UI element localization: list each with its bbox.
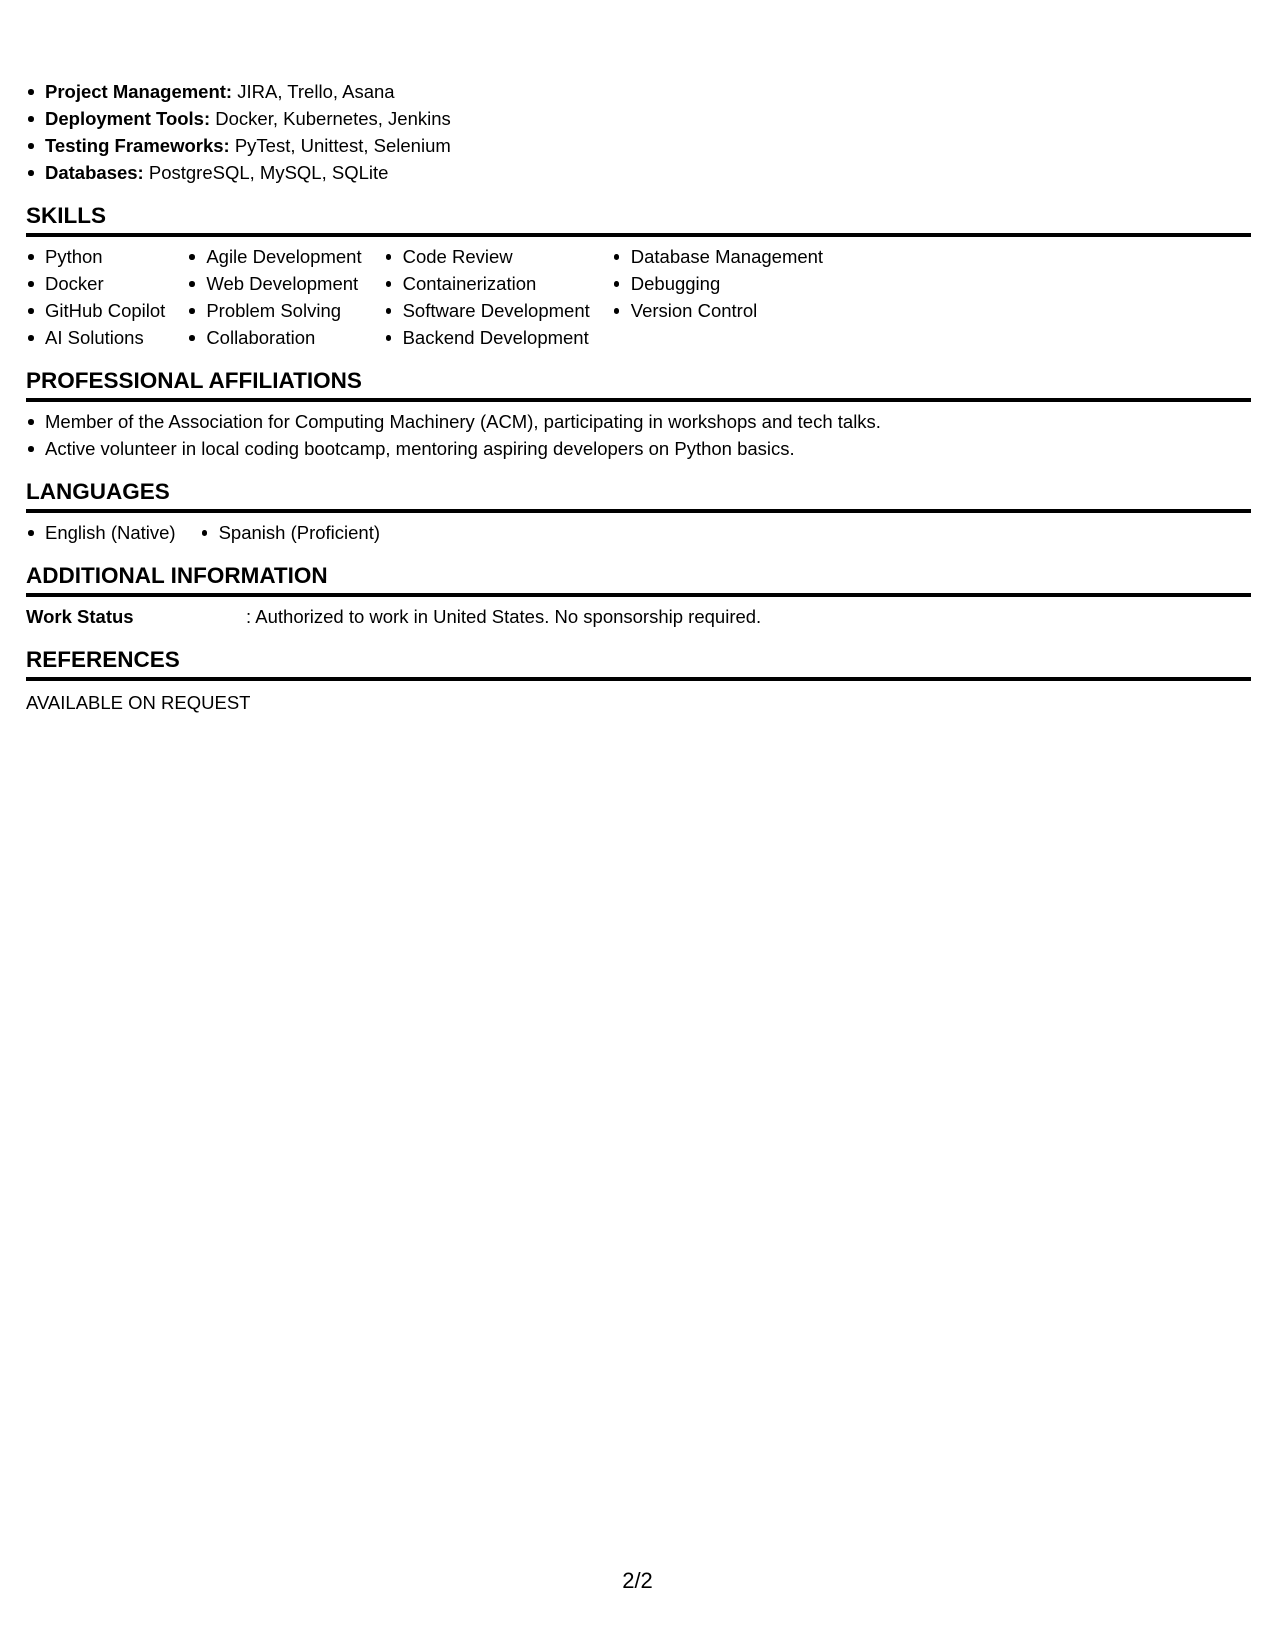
additional-info-section — [26, 562, 1251, 630]
tool-value: PostgreSQL, MySQL, SQLite — [143, 162, 389, 183]
tool-label: Databases: — [45, 162, 144, 183]
languages-section — [26, 478, 1251, 546]
skill-item: Database Management — [612, 243, 823, 270]
skill-item: Collaboration — [187, 324, 361, 351]
references-text: AVAILABLE ON REQUEST — [26, 692, 251, 713]
references-heading: REFERENCES — [26, 646, 1251, 681]
skill-item: Problem Solving — [187, 297, 361, 324]
languages-list — [26, 519, 1251, 546]
skill-item: Debugging — [612, 270, 823, 297]
tool-label: Project Management: — [45, 81, 233, 102]
affiliation-item: Active volunteer in local coding bootcamp, mentoring aspiring developers on Python basics. — [26, 435, 1251, 462]
languages-heading: LANGUAGES — [26, 478, 1251, 513]
tool-label: Deployment Tools: — [45, 108, 211, 129]
language-item: English (Native) — [26, 519, 176, 546]
skill-item: Code Review — [384, 243, 590, 270]
tool-value: JIRA, Trello, Asana — [232, 81, 395, 102]
skills-column — [612, 243, 823, 351]
skill-item: Web Development — [187, 270, 361, 297]
list-item — [26, 78, 1251, 105]
resume-page — [26, 78, 1251, 716]
tools-list — [26, 78, 1251, 186]
skills-column — [26, 243, 165, 351]
skills-heading: SKILLS — [26, 202, 1251, 237]
affiliations-heading: PROFESSIONAL AFFILIATIONS — [26, 367, 1251, 402]
skills-column — [187, 243, 361, 351]
skills-grid — [26, 243, 1251, 351]
tool-label: Testing Frameworks: — [45, 135, 230, 156]
language-item: Spanish (Proficient) — [200, 519, 380, 546]
skill-item: Python — [26, 243, 165, 270]
affiliations-list — [26, 408, 1251, 462]
references-section — [26, 646, 1251, 716]
tool-value: PyTest, Unittest, Selenium — [229, 135, 451, 156]
affiliations-section — [26, 367, 1251, 462]
skills-column — [384, 243, 590, 351]
skills-section — [26, 202, 1251, 351]
skill-item: Backend Development — [384, 324, 590, 351]
tool-value: Docker, Kubernetes, Jenkins — [210, 108, 451, 129]
list-item — [26, 159, 1251, 186]
work-status-value: : Authorized to work in United States. No sponsorship required. — [246, 606, 762, 627]
list-item — [26, 132, 1251, 159]
list-item — [26, 105, 1251, 132]
skill-item: Software Development — [384, 297, 590, 324]
work-status-label: Work Status — [26, 606, 134, 627]
skill-item: AI Solutions — [26, 324, 165, 351]
skill-item: Version Control — [612, 297, 823, 324]
skill-item: Containerization — [384, 270, 590, 297]
skill-item: GitHub Copilot — [26, 297, 165, 324]
affiliation-item: Member of the Association for Computing Machinery (ACM), participating in workshops and tech talks. — [26, 408, 1251, 435]
additional-info-heading: ADDITIONAL INFORMATION — [26, 562, 1251, 597]
skill-item: Agile Development — [187, 243, 361, 270]
work-status-row — [26, 603, 1251, 630]
page-number: 2/2 — [622, 1568, 653, 1593]
skill-item: Docker — [26, 270, 165, 297]
